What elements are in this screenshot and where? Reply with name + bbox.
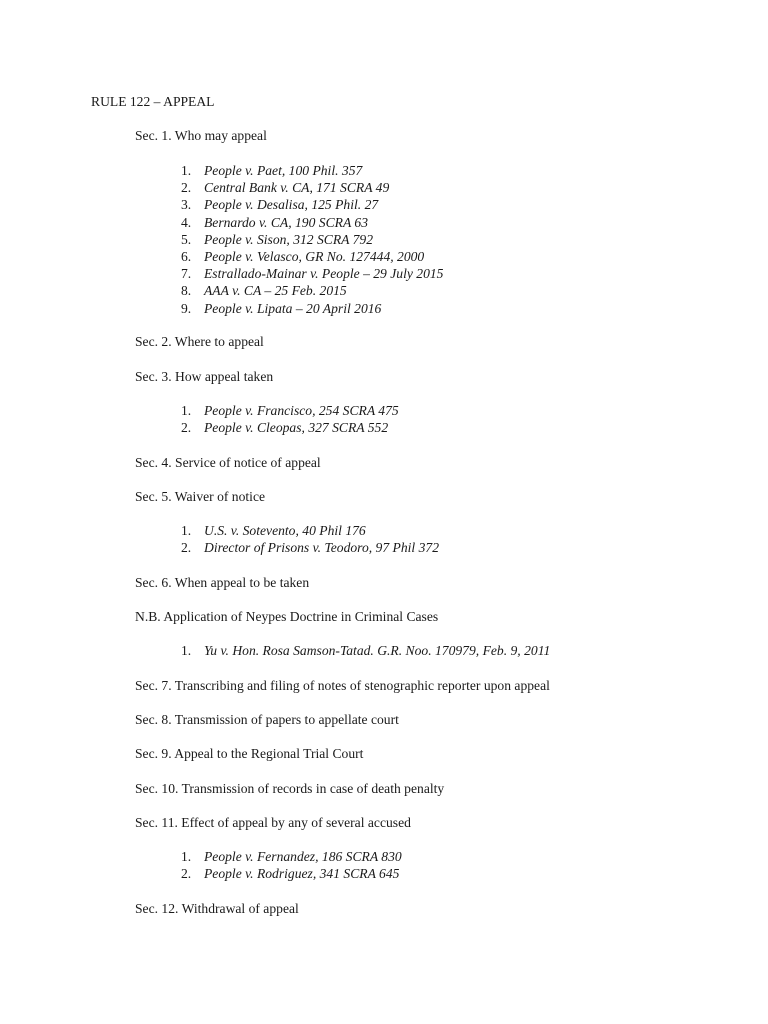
section-heading-5: Sec. 5. Waiver of notice	[135, 489, 266, 504]
case-citation: People v. Rodriguez, 341 SCRA 645	[204, 866, 400, 882]
case-citation: People v. Lipata – 20 April 2016	[204, 300, 382, 316]
case-citation: People v. Fernandez, 186 SCRA 830	[204, 849, 402, 864]
section-heading-4: Sec. 4. Service of notice of appeal	[135, 455, 321, 470]
case-citation: AAA v. CA – 25 Feb. 2015	[204, 283, 347, 299]
case-number: 1.	[181, 849, 192, 864]
case-citation: Yu v. Hon. Rosa Samson-Tatad. G.R. Noo. 170979, Feb. 9, 2011	[204, 643, 551, 658]
section-heading-11: Sec. 11. Effect of appeal by any of several accused	[135, 815, 411, 830]
case-number: 1.	[181, 643, 192, 658]
case-citation: Director of Prisons v. Teodoro, 97 Phil 372	[204, 540, 439, 556]
case-citation: People v. Cleopas, 327 SCRA 552	[204, 420, 389, 436]
case-citation: People v. Sison, 312 SCRA 792	[204, 231, 374, 247]
section-heading-10: Sec. 10. Transmission of records in case of death penalty	[135, 781, 445, 796]
section-heading-7: Sec. 7. Transcribing and filing of notes of stenographic reporter upon appeal	[135, 678, 550, 693]
case-citation: People v. Velasco, GR No. 127444, 2000	[204, 248, 425, 264]
case-citation: Estrallado-Mainar v. People – 29 July 2015	[204, 266, 444, 282]
case-number: 5.	[181, 231, 192, 247]
case-citation: People v. Paet, 100 Phil. 357	[204, 163, 363, 178]
case-number: 8.	[181, 283, 192, 299]
case-citation: U.S. v. Sotevento, 40 Phil 176	[204, 523, 366, 538]
case-number: 1.	[181, 403, 192, 418]
case-number: 2.	[181, 420, 192, 436]
case-citation: People v. Desalisa, 125 Phil. 27	[204, 197, 379, 213]
case-number: 9.	[181, 300, 192, 316]
case-number: 3.	[181, 197, 192, 213]
page-title: RULE 122 – APPEAL	[91, 94, 215, 109]
section-heading-12: Sec. 12. Withdrawal of appeal	[135, 901, 299, 916]
section-heading-8: Sec. 8. Transmission of papers to appellate court	[135, 712, 399, 727]
section-heading-3: Sec. 3. How appeal taken	[135, 369, 274, 384]
case-number: 2.	[181, 540, 192, 556]
nb-heading: N.B. Application of Neypes Doctrine in Criminal Cases	[135, 609, 439, 624]
case-citation: Bernardo v. CA, 190 SCRA 63	[204, 214, 368, 230]
case-number: 1.	[181, 163, 192, 178]
case-number: 1.	[181, 523, 192, 538]
case-number: 2.	[181, 180, 192, 196]
section-heading-1: Sec. 1. Who may appeal	[135, 128, 267, 143]
section-heading-2: Sec. 2. Where to appeal	[135, 334, 264, 349]
section-heading-9: Sec. 9. Appeal to the Regional Trial Court	[135, 746, 364, 761]
case-number: 4.	[181, 214, 192, 230]
section-heading-6: Sec. 6. When appeal to be taken	[135, 575, 310, 590]
case-number: 6.	[181, 248, 192, 264]
case-citation: Central Bank v. CA, 171 SCRA 49	[204, 180, 390, 196]
case-citation: People v. Francisco, 254 SCRA 475	[204, 403, 399, 418]
case-number: 7.	[181, 266, 192, 282]
case-number: 2.	[181, 866, 192, 882]
